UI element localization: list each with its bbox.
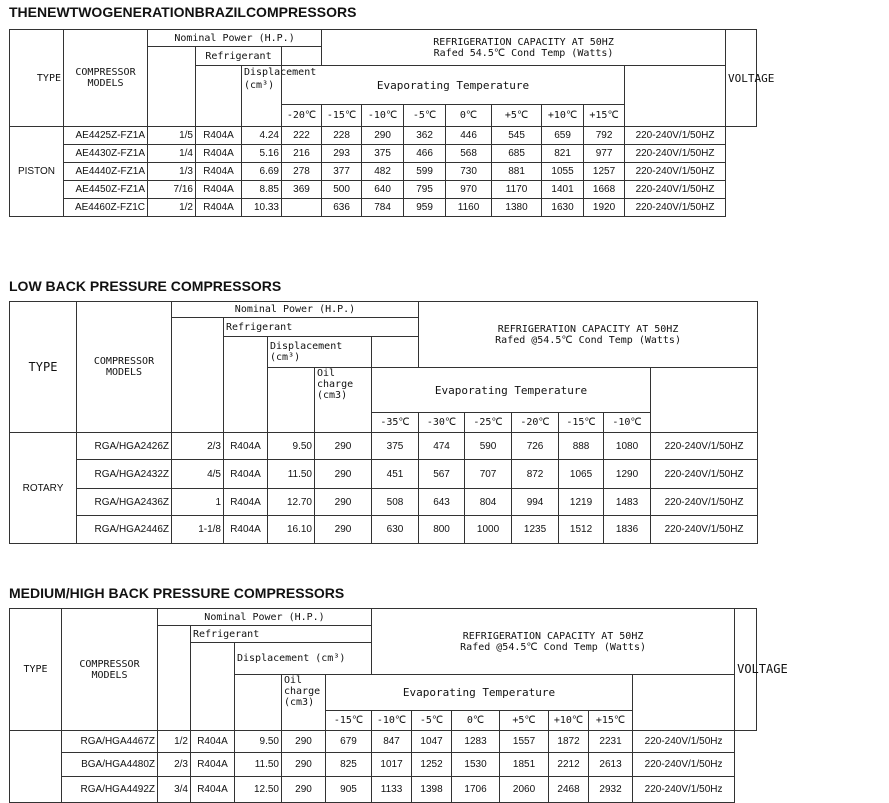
capacity-header <box>372 609 735 675</box>
refrigerant-cell: R404A <box>196 145 242 163</box>
displacement-cell: 6.69 <box>242 163 282 181</box>
capacity-cell: 1055 <box>542 163 584 181</box>
capacity-cell: 1235 <box>512 516 559 544</box>
temp-header-cell: +5℃ <box>500 711 549 731</box>
capacity-cell: 847 <box>372 731 412 753</box>
capacity-cell: 792 <box>584 127 625 145</box>
capacity-cell: 545 <box>492 127 542 145</box>
type-header: TYPE <box>10 30 64 127</box>
temp-header-cell: -5℃ <box>412 711 452 731</box>
oil-cell: 290 <box>315 460 372 489</box>
model-cell: AE4440Z-FZ1A <box>64 163 148 181</box>
displacement-cell: 11.50 <box>268 460 315 489</box>
capacity-cell: 659 <box>542 127 584 145</box>
temp-header-cell: -25℃ <box>465 413 512 433</box>
temp-header-cell: +15℃ <box>584 105 625 127</box>
capacity-cell: 1851 <box>500 753 549 777</box>
table-row <box>10 163 757 181</box>
capacity-cell: 1530 <box>452 753 500 777</box>
model-cell: BGA/HGA4480Z <box>62 753 158 777</box>
capacity-cell: 1047 <box>412 731 452 753</box>
capacity-cell: 1872 <box>549 731 589 753</box>
capacity-cell: 500 <box>322 181 362 199</box>
capacity-line2: Rafed @54.5℃ Cond Temp (Watts) <box>495 334 681 346</box>
refrigerant-cell: R404A <box>224 489 268 516</box>
capacity-cell: 590 <box>465 433 512 460</box>
refrigerant-cell: R404A <box>191 731 235 753</box>
capacity-cell: 1557 <box>500 731 549 753</box>
voltage-cell: 220-240V/1/50HZ <box>651 516 758 544</box>
capacity-cell: 1000 <box>465 516 512 544</box>
capacity-cell: 2468 <box>549 777 589 803</box>
displacement-cell: 16.10 <box>268 516 315 544</box>
medium-high-compressor-table <box>9 608 788 803</box>
capacity-cell: 679 <box>326 731 372 753</box>
capacity-cell: 482 <box>362 163 404 181</box>
displacement-cell: 4.24 <box>242 127 282 145</box>
refrigerant-blank <box>224 337 268 433</box>
type-header: TYPE <box>10 609 62 731</box>
displacement-cell: 9.50 <box>235 731 282 753</box>
displacement-blank <box>268 368 315 433</box>
oil-cell: 290 <box>315 433 372 460</box>
refrigerant-cell: R404A <box>191 753 235 777</box>
capacity-cell: 795 <box>404 181 446 199</box>
capacity-cell: 726 <box>512 433 559 460</box>
temp-header-cell: 0℃ <box>446 105 492 127</box>
voltage-cell: 220-240V/1/50HZ <box>651 489 758 516</box>
voltage-cell: 220-240V/1/50HZ <box>625 127 726 145</box>
displacement-header: Displacement (cm³) <box>235 643 372 675</box>
models-header: COMPRESSOR MODELS <box>64 30 148 127</box>
capacity-cell: 375 <box>362 145 404 163</box>
model-cell: RGA/HGA2432Z <box>77 460 172 489</box>
hp-blank <box>172 318 224 433</box>
capacity-cell: 290 <box>362 127 404 145</box>
temp-header-cell: -15℃ <box>559 413 604 433</box>
capacity-cell: 1401 <box>542 181 584 199</box>
temp-header-cell: +15℃ <box>589 711 633 731</box>
table-row <box>10 489 758 516</box>
capacity-cell: 800 <box>419 516 465 544</box>
capacity-cell: 369 <box>282 181 322 199</box>
displacement-cell: 12.70 <box>268 489 315 516</box>
oil-cell: 290 <box>282 777 326 803</box>
models-header: COMPRESSOR MODELS <box>62 609 158 731</box>
section1-title: THENEWTWOGENERATIONBRAZILCOMPRESSORS <box>9 4 357 20</box>
capacity-cell: 2932 <box>589 777 633 803</box>
voltage-cell: 220-240V/1/50Hz <box>633 753 735 777</box>
displacement-cell: 11.50 <box>235 753 282 777</box>
capacity-cell <box>282 199 322 217</box>
capacity-cell: 278 <box>282 163 322 181</box>
hp-cell: 1/2 <box>148 199 196 217</box>
capacity-cell: 636 <box>322 199 362 217</box>
temp-header-cell: -10℃ <box>362 105 404 127</box>
refrigerant-header: Refrigerant <box>191 626 372 643</box>
capacity-cell: 1380 <box>492 199 542 217</box>
capacity-cell: 825 <box>326 753 372 777</box>
capacity-header <box>419 302 758 368</box>
capacity-cell: 216 <box>282 145 322 163</box>
capacity-cell: 362 <box>404 127 446 145</box>
models-header: COMPRESSOR MODELS <box>77 302 172 433</box>
displacement-cell: 10.33 <box>242 199 282 217</box>
hp-cell: 2/3 <box>172 433 224 460</box>
capacity-cell: 643 <box>419 489 465 516</box>
hp-cell: 1/5 <box>148 127 196 145</box>
evap-header: Evaporating Temperature <box>372 368 651 413</box>
capacity-line2: Rafed @54.5℃ Cond Temp (Watts) <box>460 641 646 653</box>
capacity-cell: 1668 <box>584 181 625 199</box>
displacement-cell: 12.50 <box>235 777 282 803</box>
capacity-cell: 685 <box>492 145 542 163</box>
hp-header: Nominal Power (H.P.) <box>172 302 419 318</box>
refrigerant-cell: R404A <box>224 460 268 489</box>
temp-header-cell: -15℃ <box>326 711 372 731</box>
voltage-header: VOLTAGE <box>726 30 757 127</box>
table-row <box>10 433 758 460</box>
refrigerant-header: Refrigerant <box>196 47 282 66</box>
capacity-cell: 2060 <box>500 777 549 803</box>
table-row <box>10 777 757 803</box>
hp-header: Nominal Power (H.P.) <box>158 609 372 626</box>
capacity-cell: 1252 <box>412 753 452 777</box>
voltage-cell: 220-240V/1/50HZ <box>651 433 758 460</box>
voltage-cell: 220-240V/1/50HZ <box>625 181 726 199</box>
capacity-cell: 508 <box>372 489 419 516</box>
capacity-cell: 872 <box>512 460 559 489</box>
hp-cell: 7/16 <box>148 181 196 199</box>
oil-header: Oil charge (cm3) <box>282 675 326 731</box>
capacity-cell: 707 <box>465 460 512 489</box>
capacity-cell: 599 <box>404 163 446 181</box>
capacity-cell: 630 <box>372 516 419 544</box>
capacity-cell: 1283 <box>452 731 500 753</box>
refrigerant-blank <box>191 643 235 731</box>
oil-cell: 290 <box>282 731 326 753</box>
type-cell: ROTARY <box>10 433 77 544</box>
capacity-cell: 994 <box>512 489 559 516</box>
model-cell: RGA/HGA2436Z <box>77 489 172 516</box>
displacement-cell: 8.85 <box>242 181 282 199</box>
temp-header-cell: +5℃ <box>492 105 542 127</box>
hp-blank <box>158 626 191 731</box>
displacement-blank <box>235 675 282 731</box>
capacity-cell: 1017 <box>372 753 412 777</box>
section2-title: LOW BACK PRESSURE COMPRESSORS <box>9 278 282 294</box>
capacity-cell: 466 <box>404 145 446 163</box>
capacity-cell: 1483 <box>604 489 651 516</box>
voltage-cell: 220-240V/1/50HZ <box>651 460 758 489</box>
capacity-cell: 977 <box>584 145 625 163</box>
type-cell <box>10 731 62 803</box>
capacity-cell: 905 <box>326 777 372 803</box>
model-cell: AE4425Z-FZ1A <box>64 127 148 145</box>
model-cell: RGA/HGA2446Z <box>77 516 172 544</box>
capacity-cell: 222 <box>282 127 322 145</box>
section3-title: MEDIUM/HIGH BACK PRESSURE COMPRESSORS <box>9 585 345 601</box>
refrigerant-cell: R404A <box>196 199 242 217</box>
temp-header-cell: +10℃ <box>549 711 589 731</box>
type-cell: PISTON <box>10 127 64 217</box>
hp-cell: 4/5 <box>172 460 224 489</box>
refrigerant-cell: R404A <box>196 163 242 181</box>
oil-header: Oil charge (cm3) <box>315 368 372 433</box>
capacity-cell: 568 <box>446 145 492 163</box>
table-row <box>10 516 758 544</box>
temp-header-cell: -20℃ <box>512 413 559 433</box>
capacity-cell: 1398 <box>412 777 452 803</box>
capacity-cell: 1065 <box>559 460 604 489</box>
capacity-cell: 730 <box>446 163 492 181</box>
displacement-header: Displacement (cm³) <box>268 337 372 368</box>
refrigerant-cell: R404A <box>191 777 235 803</box>
hp-cell: 1/3 <box>148 163 196 181</box>
refrigerant-cell: R404A <box>196 181 242 199</box>
capacity-cell: 474 <box>419 433 465 460</box>
table-row <box>10 731 757 753</box>
model-cell: RGA/HGA2426Z <box>77 433 172 460</box>
capacity-cell: 375 <box>372 433 419 460</box>
capacity-cell: 228 <box>322 127 362 145</box>
model-cell: AE4450Z-FZ1A <box>64 181 148 199</box>
voltage-cell: 220-240V/1/50Hz <box>633 731 735 753</box>
hp-cell: 1 <box>172 489 224 516</box>
capacity-cell: 451 <box>372 460 419 489</box>
table-row <box>10 145 757 163</box>
capacity-cell: 881 <box>492 163 542 181</box>
capacity-cell: 784 <box>362 199 404 217</box>
table-row <box>10 753 757 777</box>
hp-blank <box>148 47 196 127</box>
capacity-cell: 970 <box>446 181 492 199</box>
capacity-cell: 1080 <box>604 433 651 460</box>
capacity-cell: 640 <box>362 181 404 199</box>
refrigerant-cell: R404A <box>196 127 242 145</box>
temp-header-cell: -5℃ <box>404 105 446 127</box>
voltage-cell: 220-240V/1/50Hz <box>633 777 735 803</box>
capacity-cell: 821 <box>542 145 584 163</box>
temp-header-cell: +10℃ <box>542 105 584 127</box>
capacity-line1: REFRIGERATION CAPACITY AT 50HZ <box>433 36 614 48</box>
hp-cell: 2/3 <box>158 753 191 777</box>
capacity-cell: 1836 <box>604 516 651 544</box>
capacity-cell: 1160 <box>446 199 492 217</box>
model-cell: AE4430Z-FZ1A <box>64 145 148 163</box>
capacity-cell: 1170 <box>492 181 542 199</box>
table-row <box>10 460 758 489</box>
temp-header-cell: -20℃ <box>282 105 322 127</box>
capacity-cell: 959 <box>404 199 446 217</box>
capacity-line1: REFRIGERATION CAPACITY AT 50HZ <box>497 323 679 335</box>
capacity-cell: 2613 <box>589 753 633 777</box>
hp-cell: 3/4 <box>158 777 191 803</box>
temp-header-cell: -35℃ <box>372 413 419 433</box>
capacity-cell: 1290 <box>604 460 651 489</box>
capacity-cell: 1706 <box>452 777 500 803</box>
capacity-cell: 2231 <box>589 731 633 753</box>
voltage-header: VOLTAGE <box>735 609 757 731</box>
capacity-cell: 446 <box>446 127 492 145</box>
model-cell: RGA/HGA4467Z <box>62 731 158 753</box>
capacity-cell: 377 <box>322 163 362 181</box>
capacity-cell: 2212 <box>549 753 589 777</box>
oil-cell: 290 <box>282 753 326 777</box>
capacity-line2: Rafed 54.5℃ Cond Temp (Watts) <box>433 47 614 59</box>
temp-header-cell: -15℃ <box>322 105 362 127</box>
capacity-cell: 1219 <box>559 489 604 516</box>
evap-header: Evaporating Temperature <box>326 675 633 711</box>
voltage-cell: 220-240V/1/50HZ <box>625 145 726 163</box>
refrigerant-cell: R404A <box>224 433 268 460</box>
rotary-compressor-table <box>9 301 758 544</box>
temp-header-cell: -10℃ <box>604 413 651 433</box>
hp-cell: 1/4 <box>148 145 196 163</box>
table-row <box>10 199 757 217</box>
temp-header-cell: -10℃ <box>372 711 412 731</box>
capacity-cell: 1630 <box>542 199 584 217</box>
table-row <box>10 181 757 199</box>
table-row <box>10 127 757 145</box>
temp-header-cell: 0℃ <box>452 711 500 731</box>
oil-cell: 290 <box>315 489 372 516</box>
capacity-header <box>322 30 726 66</box>
displacement-cell: 5.16 <box>242 145 282 163</box>
hp-cell: 1/2 <box>158 731 191 753</box>
voltage-cell: 220-240V/1/50HZ <box>625 199 726 217</box>
capacity-cell: 1257 <box>584 163 625 181</box>
hp-cell: 1-1/8 <box>172 516 224 544</box>
temp-header-cell: -30℃ <box>419 413 465 433</box>
capacity-line1: REFRIGERATION CAPACITY AT 50HZ <box>462 630 644 642</box>
model-cell: RGA/HGA4492Z <box>62 777 158 803</box>
capacity-cell: 1133 <box>372 777 412 803</box>
refrigerant-blank <box>196 66 242 127</box>
capacity-cell: 804 <box>465 489 512 516</box>
capacity-cell: 1512 <box>559 516 604 544</box>
displacement-header: Displacement (cm³) <box>242 66 282 127</box>
capacity-cell: 293 <box>322 145 362 163</box>
refrigerant-header: Refrigerant <box>224 318 419 337</box>
type-header: TYPE <box>10 302 77 433</box>
refrigerant-cell: R404A <box>224 516 268 544</box>
model-cell: AE4460Z-FZ1C <box>64 199 148 217</box>
capacity-cell: 888 <box>559 433 604 460</box>
capacity-cell: 567 <box>419 460 465 489</box>
oil-cell: 290 <box>315 516 372 544</box>
voltage-cell: 220-240V/1/50HZ <box>625 163 726 181</box>
evap-header: Evaporating Temperature <box>282 66 625 105</box>
capacity-cell: 1920 <box>584 199 625 217</box>
displacement-cell: 9.50 <box>268 433 315 460</box>
hp-header: Nominal Power (H.P.) <box>148 30 322 47</box>
piston-compressor-table <box>9 29 775 217</box>
